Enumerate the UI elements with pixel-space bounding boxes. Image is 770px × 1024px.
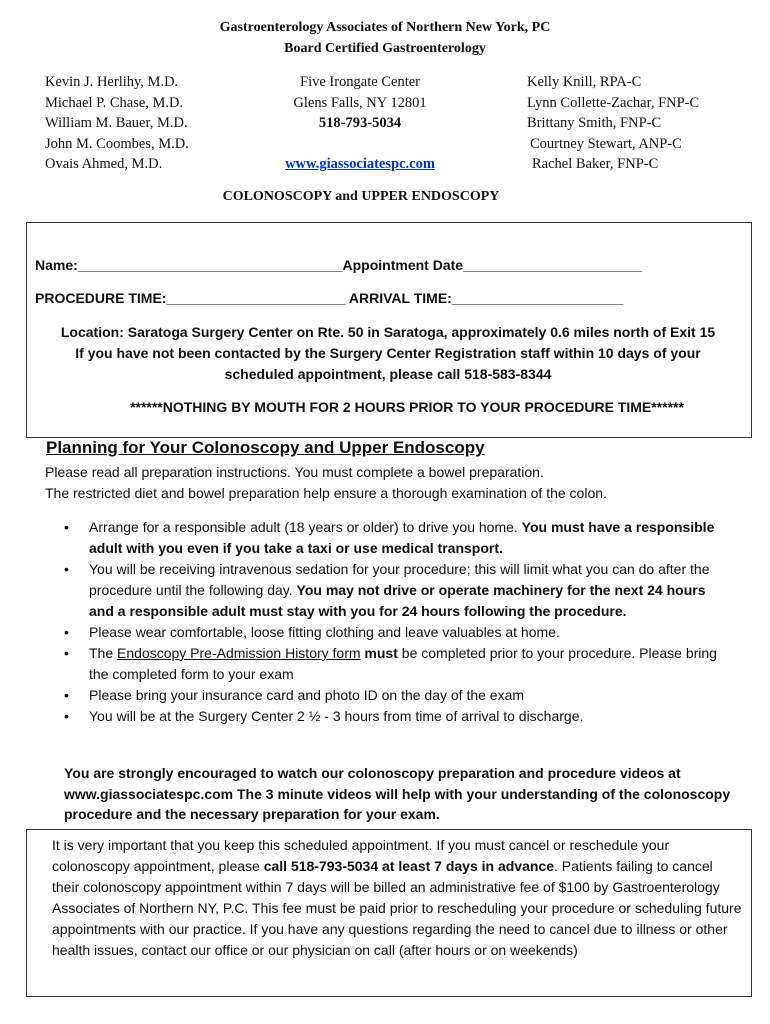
- physician-name: Michael P. Chase, M.D.: [45, 94, 184, 111]
- physician-name: John M. Coombes, M.D.: [45, 135, 189, 152]
- physician-name: Ovais Ahmed, M.D.: [45, 156, 163, 173]
- physician-list: [45, 72, 189, 175]
- planning-title: Planning for Your Colonoscopy and Upper Endoscopy: [46, 438, 485, 457]
- cancellation-policy: It is very important that you keep this scheduled appointment. If you must cancel or reschedule your colonoscopy appointment, please call 518-793-5034 at least 7 days in advance. Patients failing to cancel their colonoscopy appointment within 7 days will be billed an administrative fee of $100 by Gastroenterology Associates of Northern NY, P.C. This fee must be paid prior to rescheduling your procedure or scheduling future appointments with our practice. If you have any questions regarding the need to cancel due to illness or other health issues, contact our office or our physician on call (after hours or on weekends): [52, 837, 742, 958]
- name-appointment-date-field[interactable]: Name:__________________________________Appointment Date_______________________: [35, 257, 643, 273]
- list-item: • Arrange for a responsible adult (18 years or older) to drive you home. You must have a responsible adult with you even if you take a taxi or use medical transport.: [62, 517, 732, 559]
- instructions-list: [62, 517, 732, 727]
- intro-line-2: The restricted diet and bowel preparation help ensure a thorough examination of the colon.: [45, 485, 607, 501]
- location-line: Location: Saratoga Surgery Center on Rte. 50 in Saratoga, approximately 0.6 miles north of Exit 15: [60, 324, 716, 340]
- staff-name: Courtney Stewart, ANP-C: [530, 135, 682, 152]
- physician-name: William M. Bauer, M.D.: [45, 115, 188, 132]
- staff-name: Kelly Knill, RPA-C: [527, 74, 642, 90]
- intro-line-1: Please read all preparation instructions. You must complete a bowel preparation.: [45, 464, 544, 480]
- staff-list: [527, 72, 699, 175]
- address-line-1: Five Irongate Center: [300, 74, 420, 90]
- list-item: • Please wear comfortable, loose fitting clothing and leave valuables at home.: [62, 622, 732, 643]
- list-item: • Please bring your insurance card and photo ID on the day of the exam: [62, 685, 732, 706]
- nothing-by-mouth-notice: ******NOTHING BY MOUTH FOR 2 HOURS PRIOR TO YOUR PROCEDURE TIME******: [130, 399, 684, 415]
- list-item: • You will be receiving intravenous sedation for your procedure; this will limit what you can do after the procedure until the following day. You may not drive or operate machinery for the next 24 hours and a responsible adult must stay with you for 24 hours following the procedure.: [62, 559, 732, 622]
- procedure-arrival-time-field[interactable]: PROCEDURE TIME:_______________________ ARRIVAL TIME:______________________: [35, 290, 624, 306]
- physician-name: Kevin J. Herlihy, M.D.: [45, 74, 179, 90]
- address-line-2: Glens Falls, NY 12801: [293, 94, 427, 111]
- list-item: • The Endoscopy Pre-Admission History form must be completed prior to your procedure. Please bring the completed form to your exam: [62, 643, 732, 685]
- list-item: • You will be at the Surgery Center 2 ½ - 3 hours from time of arrival to discharge.: [62, 706, 732, 727]
- registration-phone-line: scheduled appointment, please call 518-583-8344: [224, 366, 552, 382]
- practice-subtitle: Board Certified Gastroenterology: [284, 41, 486, 56]
- office-phone: 518-793-5034: [318, 115, 402, 132]
- registration-line: If you have not been contacted by the Surgery Center Registration staff within 10 days of your: [75, 345, 701, 361]
- staff-name: Lynn Collette-Zachar, FNP-C: [527, 94, 700, 111]
- practice-name: Gastroenterology Associates of Northern New York, PC: [219, 20, 551, 35]
- staff-name: Rachel Baker, FNP-C: [532, 156, 659, 173]
- video-recommendation: You are strongly encouraged to watch our colonoscopy preparation and procedure videos at www.giassociatespc.com The 3 minute videos will help with your understanding of the colonoscopy procedure and the necessary preparation for your exam.: [64, 765, 731, 822]
- staff-name: Brittany Smith, FNP-C: [527, 115, 662, 132]
- pre-admission-form-link[interactable]: Endoscopy Pre-Admission History form: [117, 645, 361, 661]
- website-link[interactable]: www.giassociatespc.com: [285, 156, 435, 173]
- office-address: [270, 72, 450, 175]
- document-title: COLONOSCOPY and UPPER ENDOSCOPY: [222, 189, 500, 204]
